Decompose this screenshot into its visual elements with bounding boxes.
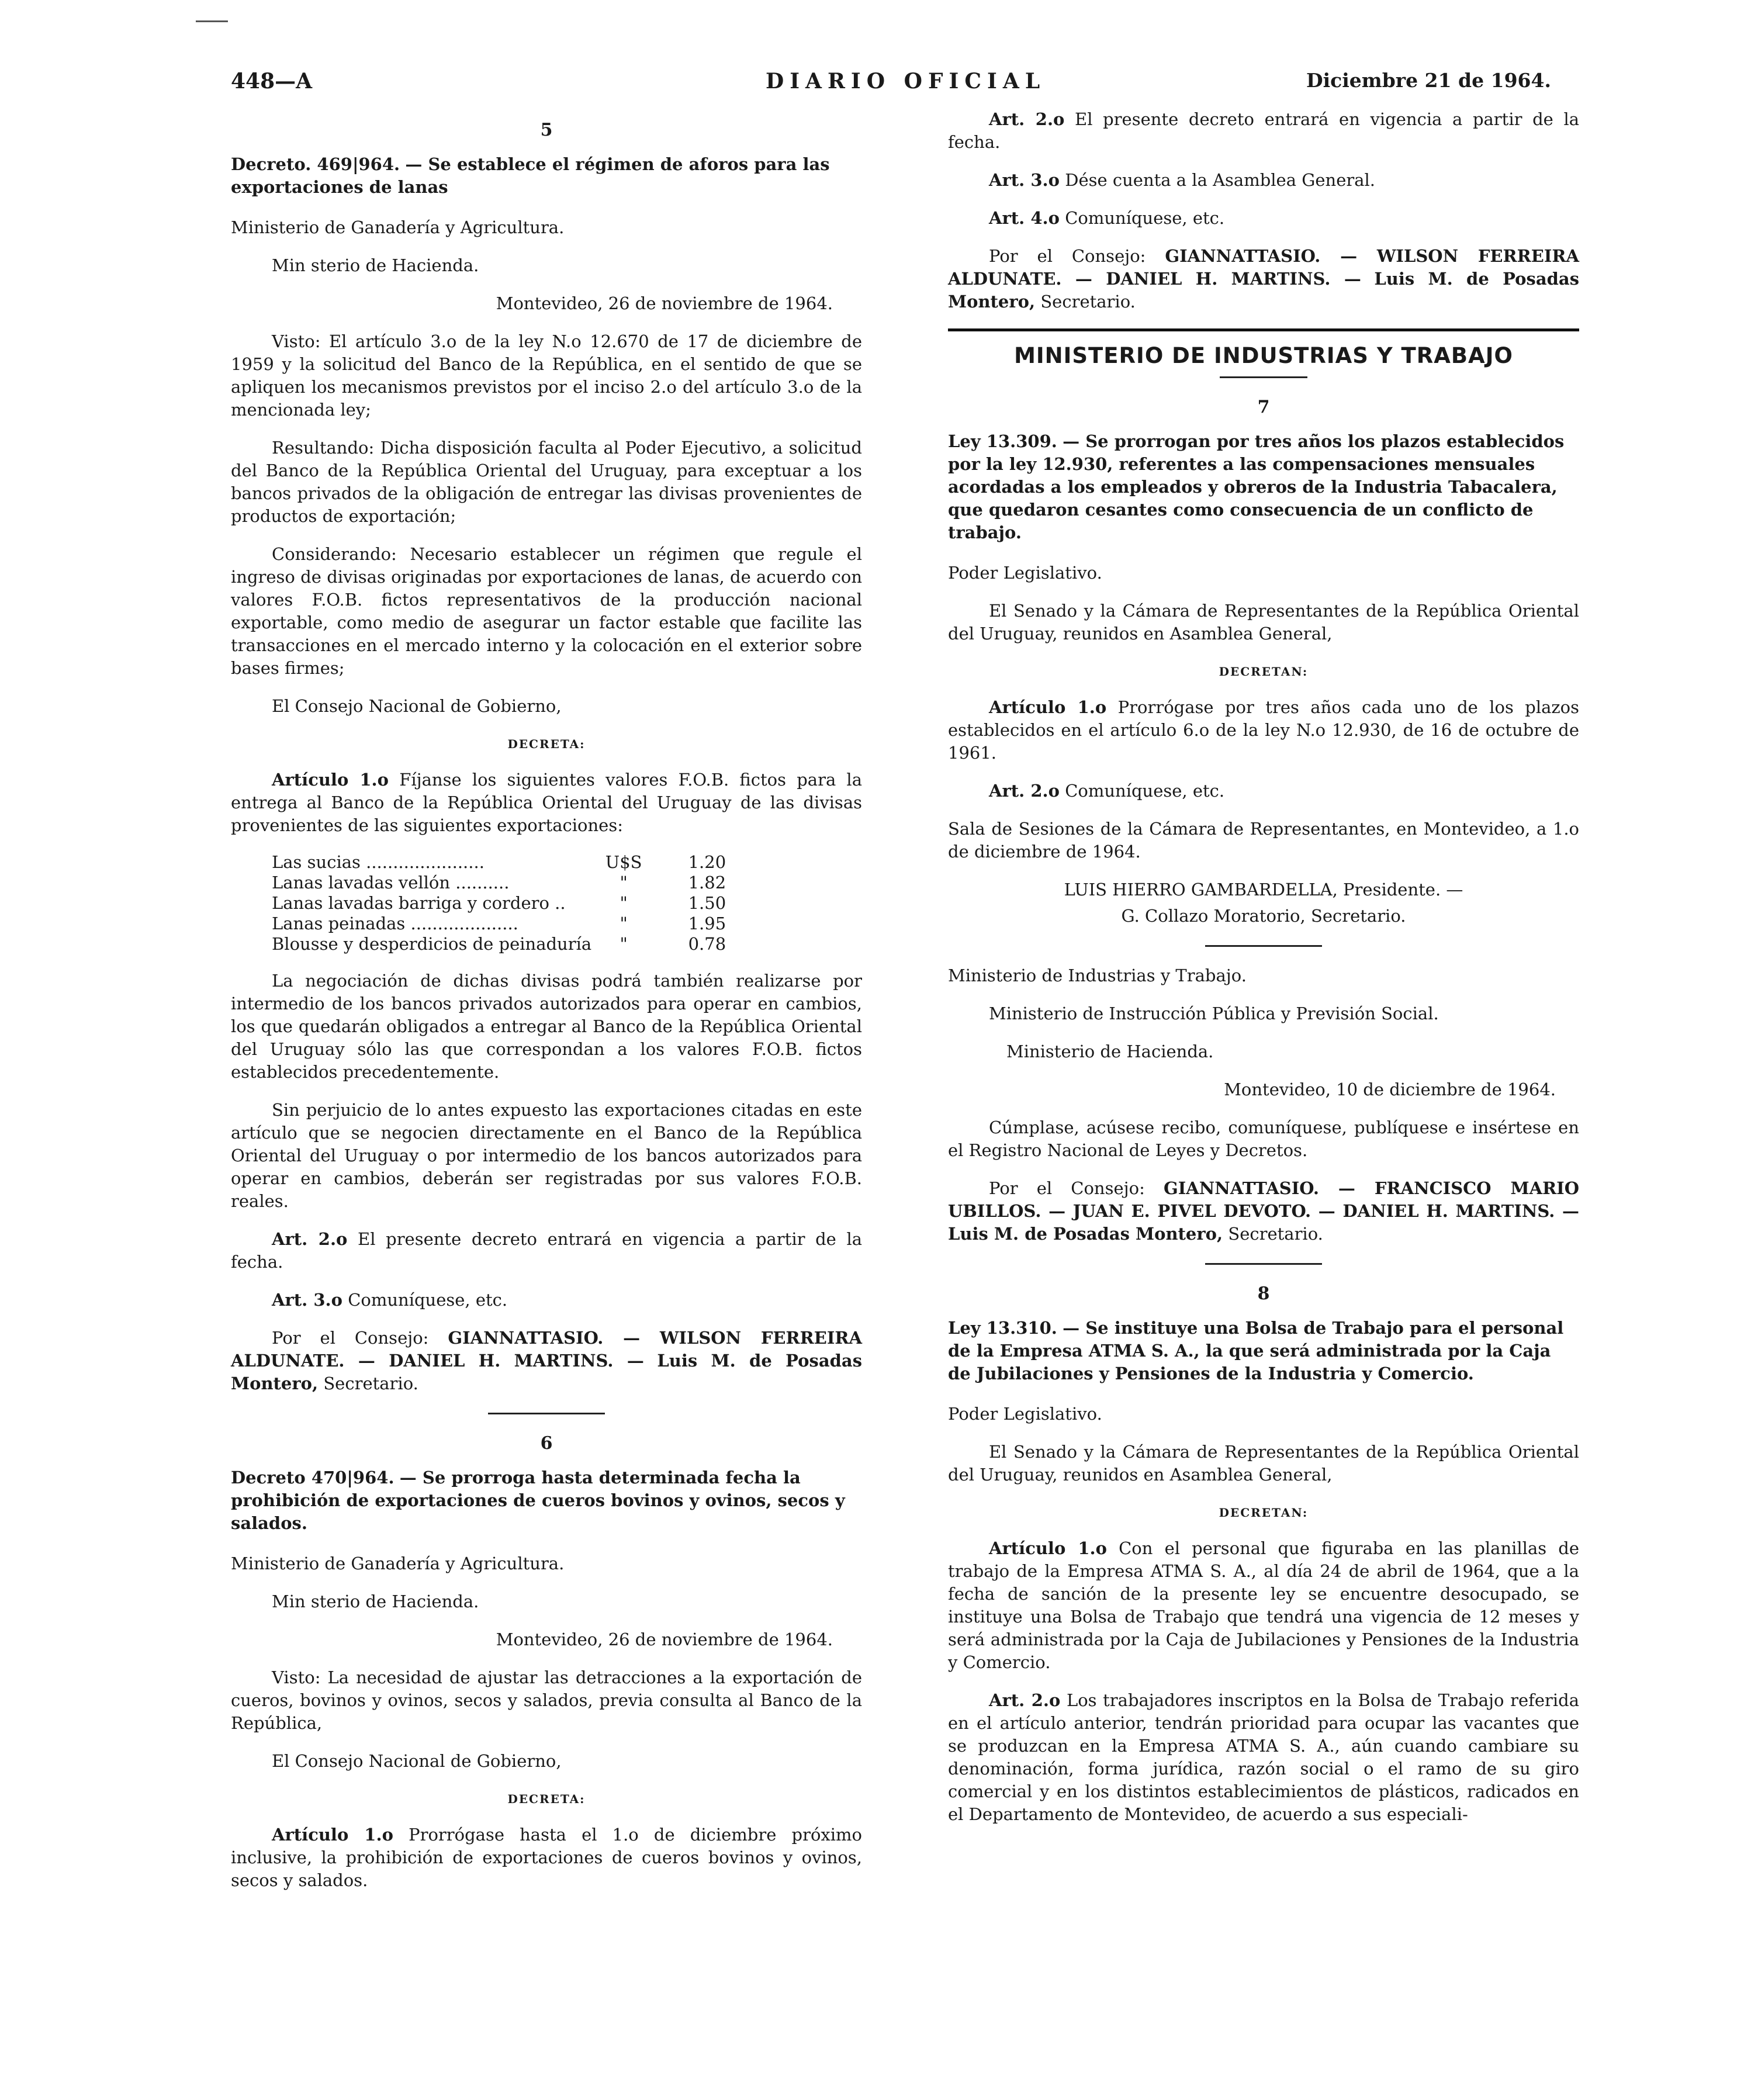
visto-paragraph: Visto: La necesidad de ajustar las detracciones a la exportación de cueros, bovinos y ovinos, secos y salados, previa consulta al Banco de la República, — [231, 1667, 862, 1733]
row-value: 1.95 — [688, 914, 726, 933]
section-divider — [1220, 376, 1307, 378]
ditto-mark: " — [620, 893, 628, 913]
consejo-line: El Consejo Nacional de Gobierno, — [272, 1751, 562, 1771]
consejo-line: El Consejo Nacional de Gobierno, — [272, 696, 562, 716]
ministry-divider — [948, 328, 1579, 331]
exports-paragraph: Sin perjuicio de lo antes expuesto las exportaciones citadas en este artículo que se negocien directamente en el Banco de la República Oriental del Uruguay o por intermedio de los bancos autorizados para operar en cambios, deberán ser registradas por sus valores F.O.B. reales. — [231, 1100, 862, 1211]
decretan-heading: DECRETAN: — [1219, 665, 1309, 679]
signature-prefix: Por el Consejo: — [989, 246, 1146, 266]
signatures — [231, 1327, 862, 1395]
top-rule — [196, 20, 228, 22]
ministry-line-2: Min sterio de Hacienda. — [272, 1592, 479, 1611]
law-13310-title: Se instituye una Bolsa de Trabajo para el personal de la Empresa ATMA S. A., la que será administrada por la Caja de Jubilaciones y Pensiones de la Industria y Comercio. — [948, 1318, 1564, 1383]
item-number-5: 5 — [540, 120, 553, 140]
visto-paragraph: Visto: El artículo 3.o de la ley N.o 12.670 de 17 de diciembre de 1959 y la solicitud del Banco de la República, en el sentido de que se apliquen los mecanismos previstos por el inciso 2.o del artículo 3.o de la mencionada ley; — [231, 331, 862, 420]
journal-title: DIARIO OFICIAL — [766, 69, 1046, 94]
article-2-text: El presente decreto entrará en vigencia a partir de la fecha. — [948, 109, 1580, 152]
row-label: Las sucias ...................... — [272, 852, 485, 872]
article-2 — [948, 780, 1579, 802]
signature-prefix: Por el Consejo: — [272, 1328, 429, 1348]
ditto-mark: " — [620, 914, 628, 933]
article-1-text: Prorrógase por tres años cada uno de los plazos establecidos en el artículo 6.o de la ley N.o 12.930, de 16 de octubre de 1961. — [948, 697, 1580, 763]
article-2 — [948, 1689, 1579, 1826]
article-4-label: Art. 4.o — [989, 208, 1060, 228]
law-13309-summary: Ley 13.309. — Se prorrogan por tres años los plazos establecidos por la ley 12.930, referentes a las compensaciones mensuales acordadas a los empleados y obreros de la Industria Tabacalera, que quedaron cesantes como consecuencia de un conflicto de trabajo. — [948, 431, 1565, 542]
signature-names: GIANNATTASIO. — FRANCISCO MARIO UBILLOS. — JUAN E. PIVEL DEVOTO. — DANIEL H. MARTINS. — — [948, 1178, 1580, 1221]
table-row — [272, 893, 732, 914]
article-3-label: Art. 3.o — [272, 1290, 342, 1310]
row-label: Lanas lavadas vellón .......... — [272, 873, 510, 892]
item-number-7: 7 — [1257, 397, 1270, 417]
row-label: Lanas lavadas barriga y cordero .. — [272, 893, 566, 913]
article-2-text: Los trabajadores inscriptos en la Bolsa de Trabajo referida en el artículo anterior, tendrán prioridad para ocupar las vacantes que se produzcan en la Empresa ATMA S. A., aún cuando cambiare su denominación, forma jurídica, razón social o el ramo de su giro comercial y en los distintos establecimientos de plásticos, radicados en el Departamento de Montevideo, de acuerdo a sus especiali- — [948, 1690, 1579, 1824]
section-divider — [1205, 945, 1322, 947]
table-row — [272, 914, 732, 934]
place-date: Montevideo, 10 de diciembre de 1964. — [1224, 1080, 1556, 1099]
ministry-line-3: Ministerio de Hacienda. — [1006, 1042, 1214, 1061]
decretan-heading: DECRETAN: — [1219, 1506, 1309, 1520]
left-column — [231, 114, 862, 1907]
row-value: 0.78 — [688, 934, 726, 954]
table-row — [272, 852, 732, 873]
table-row — [272, 934, 732, 954]
cumplase-paragraph: Cúmplase, acúsese recibo, comuníquese, publíquese e insértese en el Registro Nacional de Leyes y Decretos. — [948, 1118, 1579, 1160]
article-2 — [948, 108, 1579, 154]
secretary-name: Luis M. de Posadas Montero, — [231, 1351, 863, 1393]
place-date: Montevideo, 26 de noviembre de 1964. — [496, 293, 833, 313]
row-value: 1.20 — [688, 852, 726, 872]
decree-469-number: Decreto. 469|964. — [231, 154, 400, 174]
senado-paragraph: El Senado y la Cámara de Representantes de la República Oriental del Uruguay, reunidos en Asamblea General, — [948, 1442, 1579, 1485]
ministry-line-1: Ministerio de Industrias y Trabajo. — [948, 966, 1247, 985]
secretary-name: Luis M. de Posadas Montero, — [948, 1224, 1223, 1244]
item-number-8: 8 — [1257, 1283, 1270, 1304]
article-2 — [231, 1228, 862, 1274]
currency-label: U$S — [605, 852, 642, 872]
secretary-role: Secretario. — [323, 1374, 418, 1393]
article-4-text: Comuníquese, etc. — [1065, 208, 1225, 228]
signatures — [948, 245, 1579, 313]
resultando-paragraph: Resultando: Dicha disposición faculta al Poder Ejecutivo, a solicitud del Banco de la República Oriental del Uruguay, para exceptuar a los bancos privados de la obligación de entregar las divisas provenientes de productos de exportación; — [231, 438, 862, 526]
item-number-6: 6 — [540, 1433, 553, 1454]
signature-names: GIANNATTASIO. — WILSON FERREIRA ALDUNATE. — DANIEL H. MARTINS. — — [948, 246, 1579, 289]
article-1 — [948, 1537, 1579, 1674]
article-3-label: Art. 3.o — [989, 170, 1060, 190]
considerando-paragraph: Considerando: Necesario establecer un régimen que regule el ingreso de divisas originadas por exportaciones de lanas, de acuerdo con valores F.O.B. fictos representativos de la producción nacional exportable, como medio de asegurar un factor estable que facilite las transacciones en el mercado interno y la colocación en el exterior sobre bases firmes; — [231, 544, 862, 678]
poder-legislativo: Poder Legislativo. — [948, 563, 1102, 583]
signature-names: GIANNATTASIO. — WILSON FERREIRA ALDUNATE. — DANIEL H. MARTINS. — — [231, 1328, 862, 1371]
table-row — [272, 873, 732, 893]
senado-paragraph: El Senado y la Cámara de Representantes de la República Oriental del Uruguay, reunidos en Asamblea General, — [948, 601, 1579, 644]
signatures — [948, 1177, 1579, 1246]
row-value: 1.50 — [688, 893, 726, 913]
secretary-name: Luis M. de Posadas Montero, — [948, 269, 1580, 312]
article-1-label: Artículo 1.o — [989, 1538, 1107, 1558]
right-column — [948, 108, 1579, 1841]
secretary-signature: G. Collazo Moratorio, Secretario. — [1121, 906, 1406, 926]
ministry-line-1: Ministerio de Ganadería y Agricultura. — [231, 217, 565, 237]
article-4 — [948, 207, 1579, 230]
article-3 — [231, 1289, 862, 1312]
row-label: Blousse y desperdicios de peinaduría — [272, 934, 592, 954]
ditto-mark: " — [620, 873, 628, 892]
article-2-label: Art. 2.o — [989, 109, 1065, 129]
decree-469-title: Se establece el régimen de aforos para las exportaciones de lanas — [231, 154, 830, 197]
president-signature: LUIS HIERRO GAMBARDELLA, Presidente. — — [1064, 880, 1463, 899]
article-2-label: Art. 2.o — [272, 1229, 348, 1249]
secretary-role: Secretario. — [1228, 1224, 1323, 1244]
article-1-text: Fíjanse los siguientes valores F.O.B. fictos para la entrega al Banco de la República Oriental del Uruguay de las divisas provenientes de las siguientes exportaciones: — [231, 770, 862, 835]
section-divider — [1205, 1263, 1322, 1265]
ditto-mark: " — [620, 934, 628, 954]
article-1 — [231, 1824, 862, 1892]
article-2-text: Comuníquese, etc. — [1065, 781, 1225, 801]
section-divider — [488, 1413, 605, 1414]
ministry-line-2: Min sterio de Hacienda. — [272, 255, 479, 275]
law-13310-summary: Ley 13.310. — Se instituye una Bolsa de Trabajo para el personal de la Empresa ATMA S. A., la que será administrada por la Caja de Jubilaciones y Pensiones de la Industria y Comercio. — [948, 1318, 1564, 1383]
article-3 — [948, 169, 1579, 192]
page-number: 448—A — [231, 69, 313, 94]
fob-values-table — [272, 852, 732, 954]
article-1-text: Prorrógase hasta el 1.o de diciembre próximo inclusive, la prohibición de exportaciones de cueros bovinos y ovinos, secos y salados. — [231, 1825, 862, 1890]
article-1-label: Artículo 1.o — [989, 697, 1107, 717]
article-1 — [231, 769, 862, 837]
law-13309-number: Ley 13.309. — [948, 431, 1057, 451]
decreta-heading: DECRETA: — [507, 737, 586, 751]
negotiation-paragraph: La negociación de dichas divisas podrá también realizarse por intermedio de los bancos privados autorizados para operar en cambios, los que quedarán obligados a entregar al Banco de la República Oriental del Uruguay sólo las que correspondan a los valores F.O.B. fictos establecidos precedentemente. — [231, 971, 862, 1082]
sala-paragraph: Sala de Sesiones de la Cámara de Representantes, en Montevideo, a 1.o de diciembre de 1964. — [948, 819, 1579, 862]
row-label: Lanas peinadas .................... — [272, 914, 518, 933]
article-2-label: Art. 2.o — [989, 1690, 1061, 1710]
decree-470-title: Se prorroga hasta determinada fecha la prohibición de exportaciones de cueros bovinos y ovinos, secos y salados. — [231, 1468, 845, 1533]
ministry-line-2: Ministerio de Instrucción Pública y Previsión Social. — [989, 1004, 1439, 1023]
article-3-text: Dése cuenta a la Asamblea General. — [1065, 170, 1376, 190]
article-1 — [948, 696, 1579, 764]
article-1-label: Artículo 1.o — [272, 1825, 393, 1845]
article-3-text: Comuníquese, etc. — [348, 1290, 508, 1310]
place-date: Montevideo, 26 de noviembre de 1964. — [496, 1630, 833, 1649]
article-1-label: Artículo 1.o — [272, 770, 389, 790]
poder-legislativo: Poder Legislativo. — [948, 1404, 1102, 1424]
article-2-text: El presente decreto entrará en vigencia a partir de la fecha. — [231, 1229, 863, 1272]
signature-prefix: Por el Consejo: — [989, 1178, 1145, 1198]
ministry-line-1: Ministerio de Ganadería y Agricultura. — [231, 1554, 565, 1573]
issue-date: Diciembre 21 de 1964. — [1306, 69, 1551, 92]
decree-470-number: Decreto 470|964. — [231, 1468, 394, 1487]
decree-470-summary: Decreto 470|964. — Se prorroga hasta determinada fecha la prohibición de exportaciones de cueros bovinos y ovinos, secos y salados. — [231, 1468, 845, 1533]
article-2-label: Art. 2.o — [989, 781, 1060, 801]
row-value: 1.82 — [688, 873, 726, 892]
law-13309-title: Se prorrogan por tres años los plazos establecidos por la ley 12.930, referentes a las compensaciones mensuales acordadas a los empleados y obreros de la Industria Tabacalera, que quedaron cesantes como consecuencia de un conflicto de trabajo. — [948, 431, 1565, 542]
decreta-heading: DECRETA: — [507, 1792, 586, 1806]
ministry-heading: MINISTERIO DE INDUSTRIAS Y TRABAJO — [1014, 343, 1513, 368]
decree-469-summary: Decreto. 469|964. — Se establece el régimen de aforos para las exportaciones de lanas — [231, 154, 830, 197]
secretary-role: Secretario. — [1040, 292, 1136, 312]
law-13310-number: Ley 13.310. — [948, 1318, 1057, 1338]
article-1-text: Con el personal que figuraba en las planillas de trabajo de la Empresa ATMA S. A., al día 24 de abril de 1964, que a la fecha de sanción de la presente ley se encuentre desocupado, se instituye una Bolsa de Trabajo que tendrá una vigencia de 12 meses y será administrada por la Caja de Jubilaciones y Pensiones de la Industria y Comercio. — [948, 1538, 1579, 1672]
